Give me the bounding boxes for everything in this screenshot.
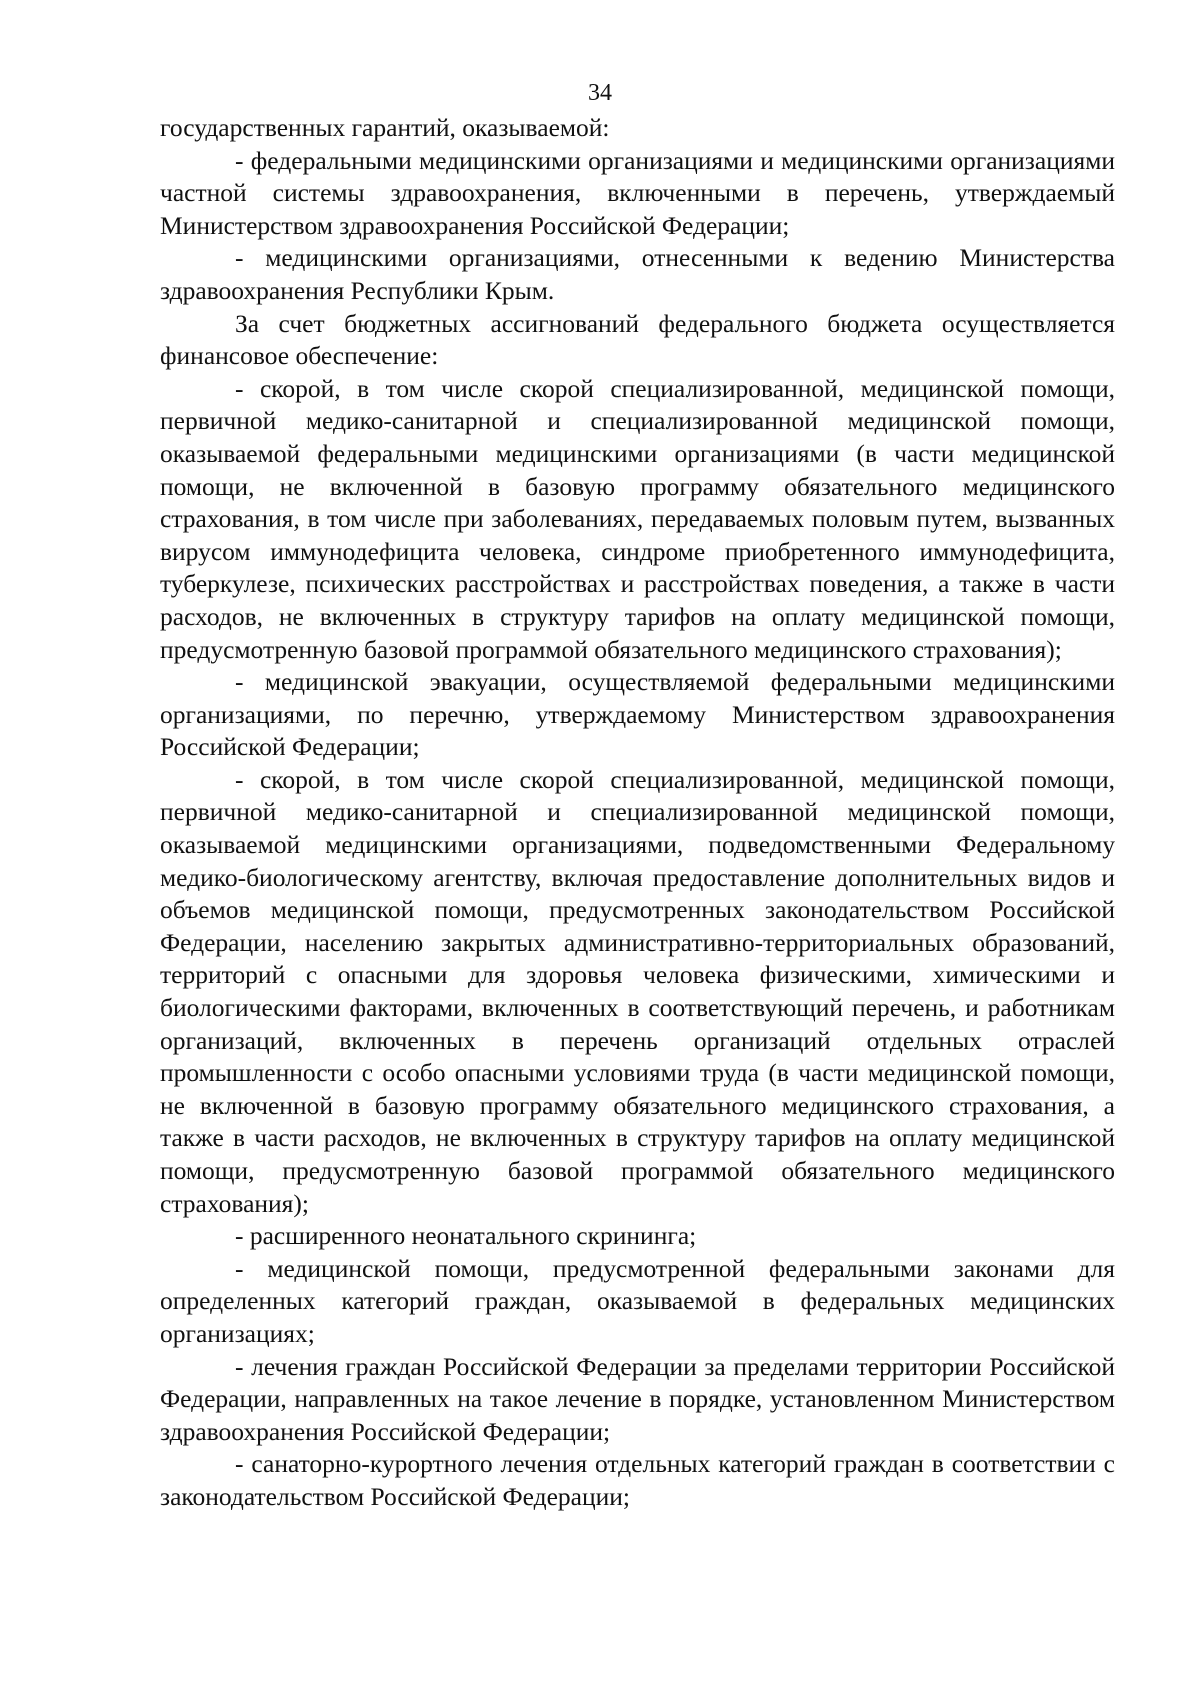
list-item-sanatorium-treatment: - санаторно-курортного лечения отдельных категорий граждан в соответствии с законодательством Российской Федерации; — [160, 1449, 1115, 1511]
paragraph-continuation: государственных гарантий, оказываемой: — [160, 113, 610, 142]
list-item-medical-evacuation: - медицинской эвакуации, осуществляемой федеральными медицинскими организациями, по перечню, утверждаемому Министерством здравоохранения Российской Федерации; — [160, 667, 1115, 762]
paragraph-federal-budget-intro: За счет бюджетных ассигнований федерального бюджета осуществляется финансовое обеспечение: — [160, 308, 1115, 371]
list-item-neonatal-screening: - расширенного неонатального скрининга; — [235, 1221, 697, 1251]
list-item-fmba-care: - скорой, в том числе скорой специализированной, медицинской помощи, первичной медико-санитарной и специализированной медицинской помощи, оказываемой медицинскими организациями, подведомственными Федеральному медико-биологическому агентству, включая предоставление дополнительных видов и объемов медицинской помощи, предусмотренных законодательством Российской Федерации, населению закрытых административно-территориальных образований, территорий с опасными для здоровья человека физическими, химическими и биологическими факторами, включенных в соответствующий перечень, и работникам организаций, включенных в перечень организаций отдельных отраслей промышленности с особо опасными условиями труда (в части медицинской помощи, не включенной в базовую программу обязательного медицинского страхования, а также в части расходов, не включенных в структуру тарифов на оплату медицинской помощи, предусмотренную базовой программой обязательного медицинского страхования); — [160, 764, 1115, 1218]
list-item-emergency-care-federal: - скорой, в том числе скорой специализированной, медицинской помощи, первичной медико-санитарной и специализированной медицинской помощи, оказываемой федеральными медицинскими организациями (в части медицинской помощи, не включенной в базовую программу обязательного медицинского страхования, в том числе при заболеваниях, передаваемых половым путем, вызванных вирусом иммунодефицита человека, синдроме приобретенного иммунодефицита, туберкулезе, психических расстройствах и расстройствах поведения, а также в части расходов, не включенных в структуру тарифов на оплату медицинской помощи, предусмотренную базовой программой обязательного медицинского страхования); — [160, 373, 1115, 664]
page-number: 34 — [588, 80, 612, 106]
document-body — [160, 112, 1115, 1514]
list-item-federal-law-care: - медицинской помощи, предусмотренной федеральными законами для определенных категорий граждан, оказываемой в федеральных медицинских организациях; — [160, 1253, 1115, 1348]
list-item-federal-and-private-organizations: - федеральными медицинскими организациями и медицинскими организациями частной системы здравоохранения, включенными в перечень, утверждаемый Министерством здравоохранения Российской Федерации; — [160, 145, 1115, 240]
list-item-treatment-abroad: - лечения граждан Российской Федерации за пределами территории Российской Федерации, направленных на такое лечение в порядке, установленном Министерством здравоохранения Российской Федерации; — [160, 1351, 1115, 1446]
list-item-crimea-organizations: - медицинскими организациями, отнесенными к ведению Министерства здравоохранения Республики Крым. — [160, 243, 1115, 305]
